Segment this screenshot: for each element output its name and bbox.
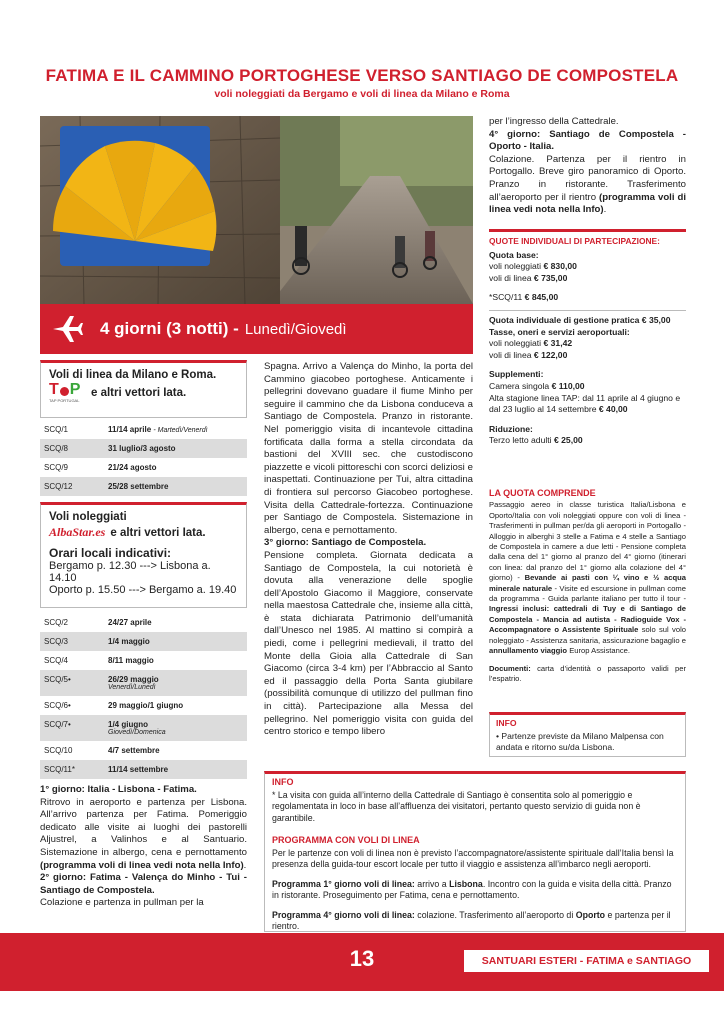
table-row: SCQ/10 4/7 settembre [44,746,160,755]
table-row: SCQ/7• 1/4 giugno Giovedì/Domenica [40,715,247,741]
table-row: SCQ/12 25/28 settembre [40,477,247,496]
airplane-icon [50,312,84,346]
day3-text: Pensione completa. Giornata dedicata a Santiago de Compostela, la cui notorietà è dovuta alla venerazione delle spoglie dell’Apostolo Giacomo il Maggiore, conservate nella maestosa Cattedrale che, insieme alla città, è stata dichiarata Patrimonio dell’umanità dall’Unesco nel 1985. Al mattino si compirà a piedi, come i pellegrini medievali, il tratto del Monte della Gioia alla Cattedrale di San Giacomo (circa 3-4 km) per l’Abbraccio al Santo ed il passaggio della Porta Santa giubilare (possibilità comunque di utilizzo del pullman fino in città). Partecipazione alla Messa del pellegrino. Nel pomeriggio visita con guida del centro storico e tempo libero [264,549,473,738]
noleggiati-vettori: e altri vettori Iata. [110,526,206,539]
itinerary-col2 [264,361,473,739]
quota-comprende: LA QUOTA COMPRENDE Passaggio aereo in classe turistica Italia/Lisbona e Oporto/Italia con voli noleggiati oppure con voli di linea - Trasferimenti in pullman per/da gli aeroporti in Portogallo - Alloggio in alberghi 3 stelle a Fatima e 4 stelle a Santiago de Compostela in camere a due letti - Pensione completa dalla cena del 1° giorno al pranzo del 4° giorno (itinerari con linea: dal pranzo del 1° giorno alla colazione del 4° giorno) - Bevande ai pasti con ¼ vino e ½ acqua minerale naturale - Visite ed escursione in pullman come da programma - Guida parlante italiano per tutto il tour - Ingressi inclusi: cattedrali di Tuy e di Santiago de Compostela - Mancia ad autista - Radioguide Vox - Accompagnatore o Assistente Spirituale solo sul volo noleggiato - Assistenza sanitaria, assicurazione bagaglio e annullamento viaggio Europ Assistance. Documenti: carta d’identità o passaporto validi per l’espatrio. [489,488,686,683]
quote-heading: QUOTE INDIVIDUALI DI PARTECIPAZIONE: [489,236,660,246]
day2-text-a: Colazione e partenza in pullman per la [40,897,204,909]
table-row: SCQ/9 21/24 agosto [44,463,157,472]
table-row: SCQ/2 24/27 aprile [44,618,152,627]
linea-flights-table [40,420,247,496]
info-text: • Partenze previste da Milano Malpensa con andata e ritorno su/da Lisbona. [496,731,664,752]
supp-singola: € 110,00 [551,380,585,391]
noleggiati-flights-table [40,613,247,779]
linea-heading: Voli di linea da Milano e Roma. [49,369,217,381]
table-row: SCQ/11* 11/14 settembre [40,760,247,779]
supp-alta-stagione: € 40,00 [598,404,628,415]
day3-title: 3° giorno: Santiago de Compostela. [264,537,427,549]
orari-title: Orari locali indicativi: [49,546,172,560]
programma-linea-heading: PROGRAMMA CON VOLI DI LINEA [272,835,420,845]
table-row: SCQ/5• 26/29 maggio Venerdì/Lunedì [40,670,247,696]
price-linea: € 735,00 [533,272,568,283]
programma-day1: Programma 1° giorno voli di linea: arrivo a Lisbona. Incontro con la guida e visita della città. Pranzo in ristorante. Proseguimento per Fatima, cena e pernottamento. [272,878,672,900]
table-row: SCQ/8 31 luglio/3 agosto [40,439,247,458]
info-heading: INFO [272,777,294,787]
hero-photo [40,116,473,304]
noleggiati-box [40,502,247,608]
riduzione-terzo-letto: € 25,00 [553,435,583,446]
day4-note: (programma voli di linea vedi nota nella Info) [489,191,687,216]
itinerary-col1: 1° giorno: Italia - Lisbona - Fatima. Ritrovo in aeroporto e partenza per Lisbona. All’arrivo partenza per Fatima. Pomeriggio dedicato alle visite ai luoghi dei pastorelli Aljustrel, a Valinhos e al Santuario. Sistemazione in albergo, cena e pernottamento (programma voli di linea vedi nota nella Info). 2° giorno: Fatima - Valença do Minho - Tui - Santiago de Compostela. Colazione e partenza in pullman per la [40,784,247,909]
documenti-text: carta d’identità o passaporto validi per l’espatrio. [489,663,686,683]
day1-note: (programma voli di linea vedi nota nella Info) [40,859,244,871]
day1-title: 1° giorno: Italia - Lisbona - Fatima. [40,784,197,795]
linea-flights-box [40,360,247,418]
info-box-large [264,771,686,932]
comprende-heading: LA QUOTA COMPRENDE [489,488,596,498]
day1-text: Ritrovo in aeroporto e partenza per Lisbona. All’arrivo partenza per Fatima. Pomeriggio dedicato alle visite ai luoghi dei pastorelli Aljustrel, a Valinhos e al Santuario. Sistemazione in albergo, cena e pernottamento [40,796,247,858]
price-scq11: € 845,00 [524,292,559,303]
info-text: * La visita con guida all’interno della Cattedrale di Santiago è consentita solo al pomeriggio e regolamentata in loco in base all’affluenza dei visitatori, pertanto questo servizio di guida non è garantibile. [272,789,641,823]
day4-title: 4° giorno: Santiago de Compostela - Oporto - Italia. [489,128,686,153]
day2-text-b: Spagna. Arrivo a Valença do Minho, la porta del Cammino giacobeo portoghese. Anticamente i pellegrini dovevano guadare il fiume Minho per seguire il cammino che da Lisbona conduceva a Santiago de Compostela. Pranzo in ristorante. Nel pomeriggio visita di incantevole cittadina fortificata dalla forma a stella circondata da bastioni del XVIII sec. che custodiscono piazzette e vicoli pittoreschi con scorci deliziosi e inaspettati. Continuazione per Tui, altra cittadina di frontiera sul percorso Giacobeo portoghese. Visita della Cattedrale-fortezza. Continuazione per Santiago de Compostela. Sistemazione in albergo, cena e pernottamento. [264,361,473,536]
tasse-label: Tasse, oneri e servizi aeroportuali: [489,326,630,337]
noleggiati-heading: Voli noleggiati [49,511,127,523]
tasse-noleggiati: € 31,42 [543,338,573,349]
page-number: 13 [349,946,375,971]
supplementi-label: Supplementi: [489,369,544,380]
tap-logo: T P TAP PORTUGAL [49,381,81,403]
day4-text: Colazione. Partenza per il rientro in Portogallo. Breve giro panoramico di Oporto. Pranzo in ristorante. Trasferimento all’aeroporto per il rientro [489,153,686,203]
day3-cont: per l’ingresso della Cattedrale. [489,116,619,127]
linea-vettori: e altri vettori Iata. [91,387,187,399]
info-heading: INFO [496,718,517,728]
page-subtitle: voli noleggiati da Bergamo e voli di linea da Milano e Roma [214,88,510,100]
riduzione-label: Riduzione: [489,423,533,434]
orari-andata: Bergamo p. 12.30 ---> Lisbona a. 14.10 [49,560,211,584]
quota-base-label: Quota base: [489,249,539,260]
page-title: FATIMA E IL CAMMINO PORTOGHESE VERSO SANTIAGO DE COMPOSTELA [45,66,679,85]
price-noleggiati: € 830,00 [543,261,577,272]
documenti-label: Documenti: [489,663,531,673]
table-row: SCQ/4 8/11 maggio [44,656,154,665]
programma-day4: Programma 4° giorno voli di linea: colazione. Trasferimento all’aeroporto di Oporto e partenza per il rientro. [272,909,671,931]
camino-photo-illustration [40,116,473,304]
itinerary-col3: per l’ingresso della Cattedrale. 4° giorno: Santiago de Compostela - Oporto - Italia. Colazione. Partenza per il rientro in Portogallo. Breve giro panoramico di Oporto. Pranzo in ristorante. Trasferimento all’aeroporto per il rientro (programma voli di linea vedi nota nella Info). [489,116,687,216]
programma-linea-text: Per le partenze con voli di linea non è previsto l’accompagnatore/assistente spirituale dall’Italia bensì la presenza della guida-tour escort locale per tutto il viaggio e assistenza all’imbarco negli aeroporti. [272,847,674,869]
quote-box: QUOTE INDIVIDUALI DI PARTECIPAZIONE: Quota base: voli noleggiati € 830,00 voli di linea € 735,00 *SCQ/11 € 845,00 Quota individuale di gestione pratica € 35,00 Tasse, oneri e servizi aeroportuali: voli noleggiati € 31,42 voli di linea € 122,00 Supplementi: Camera singola € 110,00 Alta stagione linea TAP: dal 11 aprile al 4 giugno e dal 23 luglio al 14 settembre € 40,00 Riduzione: Terzo letto adulti € 25,00 [489,229,686,447]
info-box-small [489,712,686,757]
albastar-logo: AlbaStar.es [49,525,106,539]
duration-banner [40,304,473,354]
day2-title: 2° giorno: Fatima - Valença do Minho - Tui - Santiago de Compostela. [40,872,247,896]
tasse-linea: € 122,00 [533,349,568,360]
days-label: Lunedì/Giovedì [244,320,347,338]
section-label: SANTUARI ESTERI - FATIMA e SANTIAGO [464,950,709,972]
orari-ritorno: Oporto p. 15.50 ---> Bergamo a. 19.40 [49,584,237,596]
table-row: SCQ/3 1/4 maggio [40,632,247,651]
table-row: SCQ/6• 29 maggio/1 giugno [44,701,184,710]
table-row: SCQ/1 11/14 aprile - Martedì/Venerdì [44,425,208,434]
gestione-pratica: Quota individuale di gestione pratica € 35,00 [489,314,671,325]
duration-label: 4 giorni (3 notti) - [100,319,239,338]
